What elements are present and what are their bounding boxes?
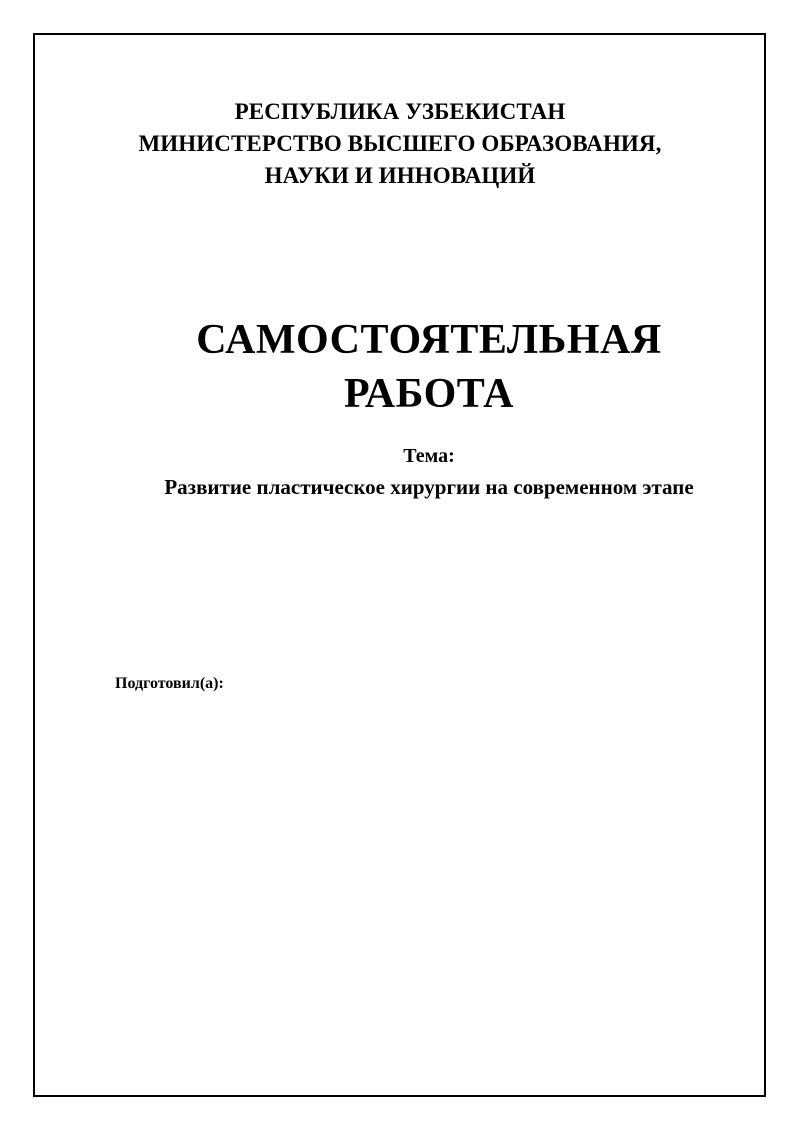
topic-text: Развитие пластическое хирургии на современном этапе xyxy=(164,475,694,499)
title-line-1: САМОСТОЯТЕЛЬНАЯ xyxy=(196,317,662,363)
page-border xyxy=(33,33,766,1097)
title-line-2: РАБОТА xyxy=(343,371,514,417)
header-ministry-continued: НАУКИ И ИННОВАЦИЙ xyxy=(264,163,536,188)
prepared-by-label: Подготовил(а): xyxy=(115,675,224,692)
header-ministry: МИНИСТЕРСТВО ВЫСШЕГО ОБРАЗОВАНИЯ, xyxy=(138,131,662,156)
document-title xyxy=(0,313,800,421)
topic-label: Тема: xyxy=(403,445,455,467)
header-country: РЕСПУБЛИКА УЗБЕКИСТАН xyxy=(234,99,566,124)
institution-header xyxy=(0,96,800,192)
